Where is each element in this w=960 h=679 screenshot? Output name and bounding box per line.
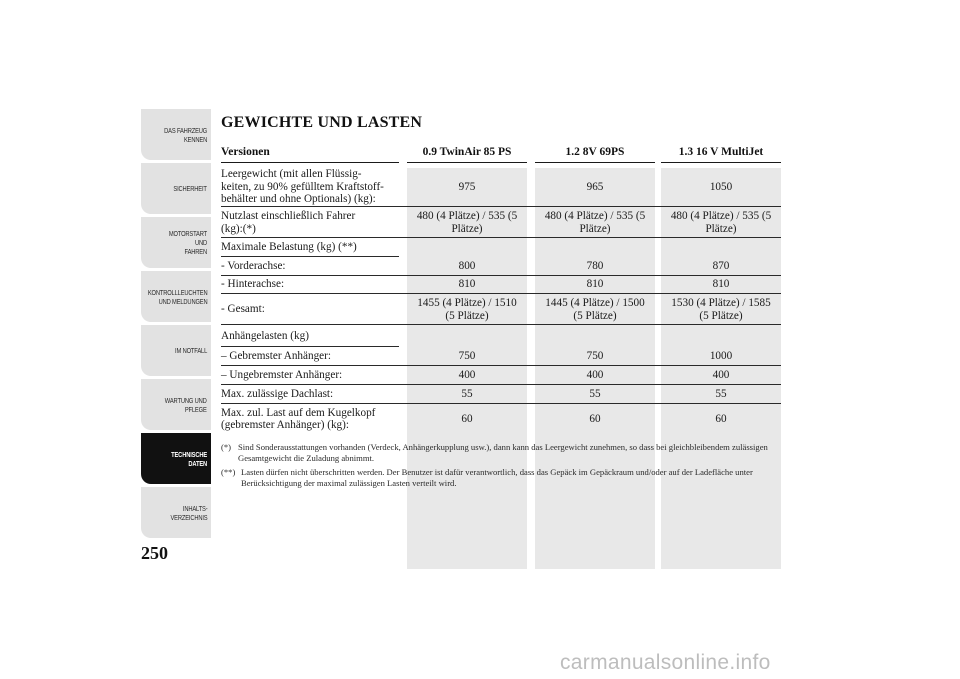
cell-vorderachse-2: 780 bbox=[586, 259, 604, 272]
header-rule bbox=[661, 162, 781, 163]
cell-leergewicht-2: 965 bbox=[586, 180, 604, 193]
footnote-mark: (*) bbox=[221, 442, 232, 452]
row-divider bbox=[221, 403, 781, 404]
row-divider bbox=[221, 324, 781, 325]
footnote-1 bbox=[221, 442, 781, 463]
sidebar-tab-label: INHALTS- VERZEICHNIS bbox=[169, 503, 207, 522]
row-label-leergewicht: Leergewicht (mit allen Flüssig- keiten, zu 90% gefülltem Kraftstoff- behälter und ohne Optionals) (kg): bbox=[221, 168, 384, 206]
cell-gebremster-2: 750 bbox=[586, 349, 604, 362]
row-divider bbox=[221, 293, 781, 294]
cell-ungebremster-1: 400 bbox=[458, 368, 476, 381]
row-label-ungebremster-anhaenger: – Ungebremster Anhänger: bbox=[221, 368, 343, 381]
row-label-maximale-belastung: Maximale Belastung (kg) (**) bbox=[221, 241, 357, 254]
watermark: carmanualsonline.info bbox=[560, 651, 771, 674]
cell-gebremster-3: 1000 bbox=[709, 349, 733, 362]
row-label-gebremster-anhaenger: – Gebremster Anhänger: bbox=[221, 349, 331, 362]
cell-kugelkopf-2: 60 bbox=[589, 412, 601, 425]
sidebar-tab-label: TECHNISCHE DATEN bbox=[171, 449, 207, 468]
row-label-kugelkopf: Max. zul. Last auf dem Kugelkopf (gebremster Anhänger) (kg): bbox=[221, 406, 376, 431]
cell-gebremster-1: 750 bbox=[458, 349, 476, 362]
header-rule bbox=[221, 162, 399, 163]
tab-inhaltsverzeichnis[interactable] bbox=[141, 487, 211, 538]
row-label-nutzlast: Nutzlast einschließlich Fahrer (kg):(*) bbox=[221, 210, 356, 235]
row-divider bbox=[221, 237, 781, 238]
header-rule bbox=[407, 162, 527, 163]
cell-leergewicht-1: 975 bbox=[458, 180, 476, 193]
footnotes bbox=[221, 442, 781, 492]
footnote-text: Lasten dürfen nicht überschritten werden. Der Benutzer ist dafür verantwortlich, dass das Gepäck im Gepäckraum und/oder auf der Ladefläche unter Berücksichtigung der maximal zulässigen Lasten verteilt wird. bbox=[241, 467, 753, 488]
cell-nutzlast-3: 480 (4 Plätze) / 535 (5 Plätze) bbox=[670, 210, 772, 235]
tab-motorstart-und-fahren[interactable] bbox=[141, 217, 211, 268]
footnote-2 bbox=[221, 467, 781, 488]
sidebar-tab-label: WARTUNG UND PFLEGE bbox=[165, 395, 207, 414]
cell-gesamt-1: 1455 (4 Plätze) / 1510 (5 Plätze) bbox=[417, 297, 517, 322]
header-versionen: Versionen bbox=[221, 146, 270, 158]
header-version-3: 1.3 16 V MultiJet bbox=[678, 146, 764, 158]
row-label-gesamt: - Gesamt: bbox=[221, 303, 265, 316]
cell-nutzlast-2: 480 (4 Plätze) / 535 (5 Plätze) bbox=[544, 210, 646, 235]
cell-kugelkopf-3: 60 bbox=[715, 412, 727, 425]
cell-nutzlast-1: 480 (4 Plätze) / 535 (5 Plätze) bbox=[416, 210, 518, 235]
row-label-dachlast: Max. zulässige Dachlast: bbox=[221, 387, 334, 400]
page-number: 250 bbox=[141, 543, 168, 563]
footnote-text: Sind Sonderausstattungen vorhanden (Verdeck, Anhängerkupplung usw.), dann kann das Leergewicht zunehmen, so dass bei gleichbleibendem zulässigen Gesamtgewicht die Zuladung abnimmt. bbox=[238, 442, 768, 463]
sidebar-tab-label: KONTROLLLEUCHTEN UND MELDUNGEN bbox=[147, 287, 207, 306]
row-divider bbox=[221, 206, 781, 207]
cell-hinterachse-1: 810 bbox=[458, 278, 476, 291]
sidebar-tab-label: SICHERHEIT bbox=[173, 184, 207, 193]
row-label-vorderachse: - Vorderachse: bbox=[221, 259, 286, 272]
cell-ungebremster-3: 400 bbox=[712, 368, 730, 381]
header-version-2: 1.2 8V 69PS bbox=[565, 146, 625, 158]
tab-wartung-und-pflege[interactable] bbox=[141, 379, 211, 430]
tab-im-notfall[interactable] bbox=[141, 325, 211, 376]
cell-hinterachse-3: 810 bbox=[712, 278, 730, 291]
footnote-mark: (**) bbox=[221, 467, 236, 477]
cell-ungebremster-2: 400 bbox=[586, 368, 604, 381]
sidebar-tab-label: DAS FAHRZEUG KENNEN bbox=[164, 125, 207, 144]
sidebar-tab-label: MOTORSTART UND FAHREN bbox=[168, 229, 207, 256]
tab-technische-daten[interactable] bbox=[141, 433, 211, 484]
header-rule bbox=[535, 162, 655, 163]
cell-gesamt-3: 1530 (4 Plätze) / 1585 (5 Plätze) bbox=[671, 297, 771, 322]
page-title: GEWICHTE UND LASTEN bbox=[221, 114, 423, 131]
cell-dachlast-2: 55 bbox=[589, 387, 601, 400]
tab-sicherheit[interactable] bbox=[141, 163, 211, 214]
row-label-anhaengelasten: Anhängelasten (kg) bbox=[221, 330, 309, 343]
cell-gesamt-2: 1445 (4 Plätze) / 1500 (5 Plätze) bbox=[545, 297, 645, 322]
tab-das-fahrzeug-kennen[interactable] bbox=[141, 109, 211, 160]
cell-dachlast-3: 55 bbox=[715, 387, 727, 400]
cell-kugelkopf-1: 60 bbox=[461, 412, 473, 425]
cell-vorderachse-3: 870 bbox=[712, 259, 730, 272]
cell-leergewicht-3: 1050 bbox=[709, 180, 733, 193]
tab-kontrollleuchten-und-meldungen[interactable] bbox=[141, 271, 211, 322]
row-label-hinterachse: - Hinterachse: bbox=[221, 278, 285, 291]
cell-vorderachse-1: 800 bbox=[458, 259, 476, 272]
cell-dachlast-1: 55 bbox=[461, 387, 473, 400]
sidebar-tab-label: IM NOTFALL bbox=[174, 346, 207, 355]
header-version-1: 0.9 TwinAir 85 PS bbox=[422, 146, 512, 158]
cell-hinterachse-2: 810 bbox=[586, 278, 604, 291]
